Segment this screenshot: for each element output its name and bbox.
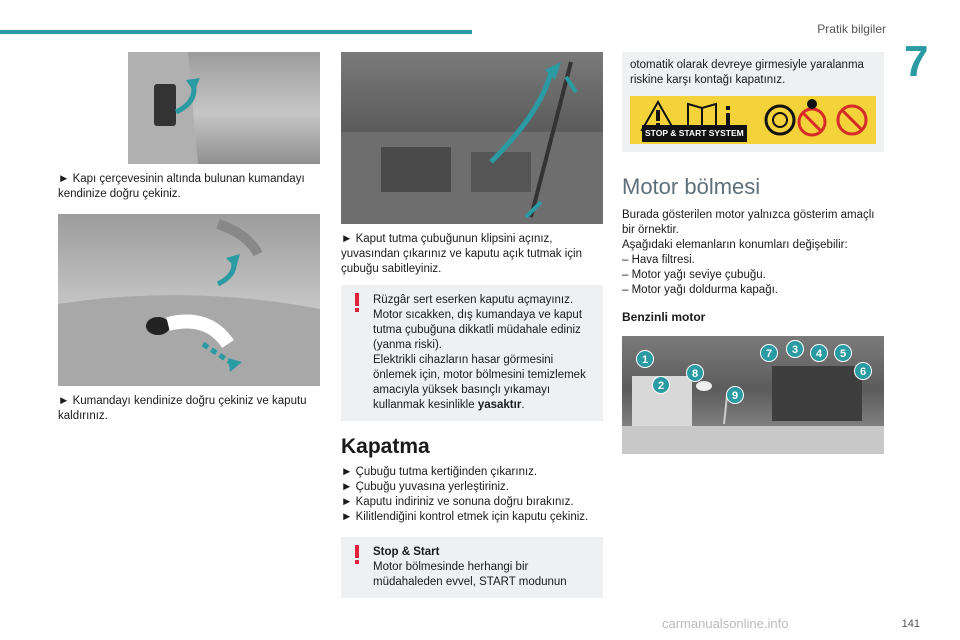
petrol-engine-photo	[622, 336, 884, 454]
stop-start-title: Stop & Start	[373, 546, 440, 558]
column-3	[622, 52, 884, 454]
engine-callout-badge: 5	[834, 344, 852, 362]
engine-example-note: Burada gösterilen motor yalnızca gösterim amaçlı bir örnektir.	[622, 209, 875, 236]
chapter-number: 7	[904, 37, 929, 86]
closing-steps-list	[341, 465, 603, 525]
sticker-label: STOP & START SYSTEM	[642, 125, 747, 142]
warning-box-stop-start	[341, 537, 603, 598]
stop-start-continued-box	[622, 52, 884, 152]
bonnet-release-illustration	[58, 214, 320, 386]
step-pull-lever-door: ► Kapı çerçevesinin altında bulunan kumandayı kendinize doğru çekiniz.	[58, 173, 305, 200]
engine-item: – Hava filtresi.	[622, 254, 695, 266]
door-lever-illustration	[58, 52, 320, 164]
engine-bay-stay-illustration	[341, 52, 603, 224]
warning-pressure-wash-text: Elektrikli cihazların hasar görmesini önlemek için, motor bölmesini temizlemek amacıyla yüksek basınçlı yıkamayı kullanmak kesinlikle	[373, 354, 586, 411]
warning-hot-engine-line: Motor sıcakken, dış kumandaya ve kaput tutma çubuğuna dikkatli müdahale ediniz (yanma riski).	[373, 309, 583, 351]
watermark: carmanualsonline.info	[662, 616, 789, 631]
bonnet-stay-photo	[341, 52, 603, 224]
petrol-engine-subheading: Benzinli motor	[622, 310, 706, 324]
engine-item: – Motor yağı doldurma kapağı.	[622, 284, 778, 296]
engine-item: – Motor yağı seviye çubuğu.	[622, 269, 766, 281]
column-1	[58, 52, 320, 424]
closing-step: ► Kaputu indiriniz ve sonuna doğru bırakınız.	[341, 496, 574, 508]
engine-callout-badge: 1	[636, 350, 654, 368]
page-number: 141	[901, 618, 920, 630]
warning-exclamation-icon	[351, 293, 363, 313]
closing-step: ► Çubuğu tutma kertiğinden çıkarınız.	[341, 466, 538, 478]
column-2	[341, 52, 603, 598]
warning-exclamation-icon	[351, 545, 363, 565]
warning-forbidden-word: yasaktır	[477, 399, 522, 411]
bonnet-lever-photo	[58, 214, 320, 386]
stop-start-sticker	[630, 96, 876, 144]
door-frame-lever-photo	[58, 52, 320, 164]
closing-heading: Kapatma	[341, 435, 430, 458]
step-fix-stay: ► Kaput tutma çubuğunun klipsini açınız, yuvasından çıkarınız ve kaputu açık tutmak için çubuğu sabitleyiniz.	[341, 233, 582, 275]
step-pull-lever-raise: ► Kumandayı kendinize doğru çekiniz ve kaputu kaldırınız.	[58, 395, 307, 422]
warning-pressure-wash-line	[373, 353, 595, 413]
closing-step: ► Çubuğu yuvasına yerleştiriniz.	[341, 481, 509, 493]
engine-callout-badge: 2	[652, 376, 670, 394]
warning-wind-line: Rüzgâr sert eserken kaputu açmayınız.	[373, 294, 574, 306]
header-accent-bar	[0, 30, 472, 34]
engine-callout-badge: 8	[686, 364, 704, 382]
closing-step: ► Kilitlendiğini kontrol etmek için kaputu çekiniz.	[341, 511, 589, 523]
engine-callout-badge: 3	[786, 340, 804, 358]
engine-callout-badge: 6	[854, 362, 872, 380]
stop-start-continued-text: otomatik olarak devreye girmesiyle yaralanma riskine karşı kontağı kapatınız.	[630, 59, 864, 86]
section-title: Pratik bilgiler	[817, 22, 886, 36]
stop-start-text: Motor bölmesinde herhangi bir müdahaleden evvel, START modunun	[373, 561, 567, 588]
warning-box-wind	[341, 285, 603, 421]
engine-callout-badge: 4	[810, 344, 828, 362]
positions-note: Aşağıdaki elemanların konumları değişebilir:	[622, 239, 848, 251]
warning-period: .	[521, 399, 525, 411]
engine-bay-heading: Motor bölmesi	[622, 174, 761, 199]
engine-callout-badge: 9	[726, 386, 744, 404]
engine-callout-badge: 7	[760, 344, 778, 362]
